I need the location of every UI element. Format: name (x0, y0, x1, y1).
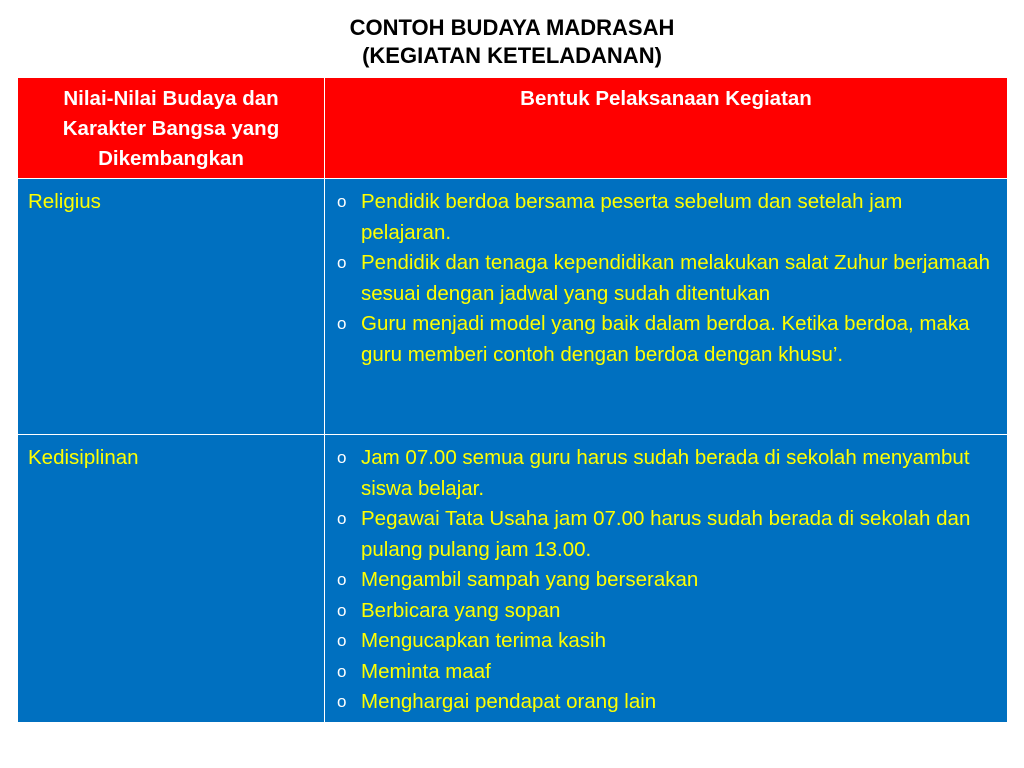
circle-bullet-icon: o (337, 314, 347, 333)
value-name: Religius (28, 190, 101, 213)
value-cell (18, 179, 325, 435)
circle-bullet-icon: o (337, 253, 347, 272)
circle-bullet-icon: o (337, 631, 347, 650)
list-item: o Berbicara yang sopan (337, 596, 997, 627)
circle-bullet-icon: o (337, 600, 347, 620)
circle-bullet-icon: o (337, 661, 347, 681)
slide-title (0, 14, 1024, 70)
value-cell (18, 435, 325, 723)
list-item: o Jam 07.00 semua guru harus sudah berada di sekolah menyambut siswa belajar. (337, 443, 997, 504)
activities-cell (325, 179, 1008, 435)
header-values: Nilai-Nilai Budaya dan Karakter Bangsa yang Dikembangkan (18, 78, 325, 179)
list-item: o Meminta maaf (337, 657, 997, 688)
value-name: Kedisiplinan (28, 446, 139, 469)
activity-list (325, 435, 1007, 722)
activity-list (325, 179, 1007, 374)
list-item: o Mengambil sampah yang berserakan (337, 565, 997, 596)
slide-title-line-1: CONTOH BUDAYA MADRASAH (349, 15, 675, 40)
list-item: o Pegawai Tata Usaha jam 07.00 harus sudah berada di sekolah dan pulang pulang jam 13.00. (337, 504, 997, 565)
list-item: o Pendidik berdoa bersama peserta sebelum dan setelah jam pelajaran. (337, 187, 997, 248)
circle-bullet-icon: o (337, 448, 347, 467)
list-item: o Pendidik dan tenaga kependidikan melakukan salat Zuhur berjamaah sesuai dengan jadwal yang sudah ditentukan (337, 248, 997, 309)
table-row (18, 435, 1008, 723)
circle-bullet-icon: o (337, 509, 347, 528)
circle-bullet-icon: o (337, 692, 347, 711)
culture-table (17, 77, 1008, 723)
slide-title-line-2: (KEGIATAN KETELADANAN) (362, 43, 662, 68)
circle-bullet-icon: o (337, 570, 347, 589)
list-item: o Menghargai pendapat orang lain (337, 687, 997, 718)
table-header-row (18, 78, 1008, 179)
list-item: o Guru menjadi model yang baik dalam berdoa. Ketika berdoa, maka guru memberi contoh dengan berdoa dengan khusu’. (337, 309, 997, 370)
table-row (18, 179, 1008, 435)
header-activities: Bentuk Pelaksanaan Kegiatan (325, 78, 1008, 179)
circle-bullet-icon: o (337, 192, 347, 211)
list-item: o Mengucapkan terima kasih (337, 626, 997, 657)
activities-cell (325, 435, 1008, 723)
